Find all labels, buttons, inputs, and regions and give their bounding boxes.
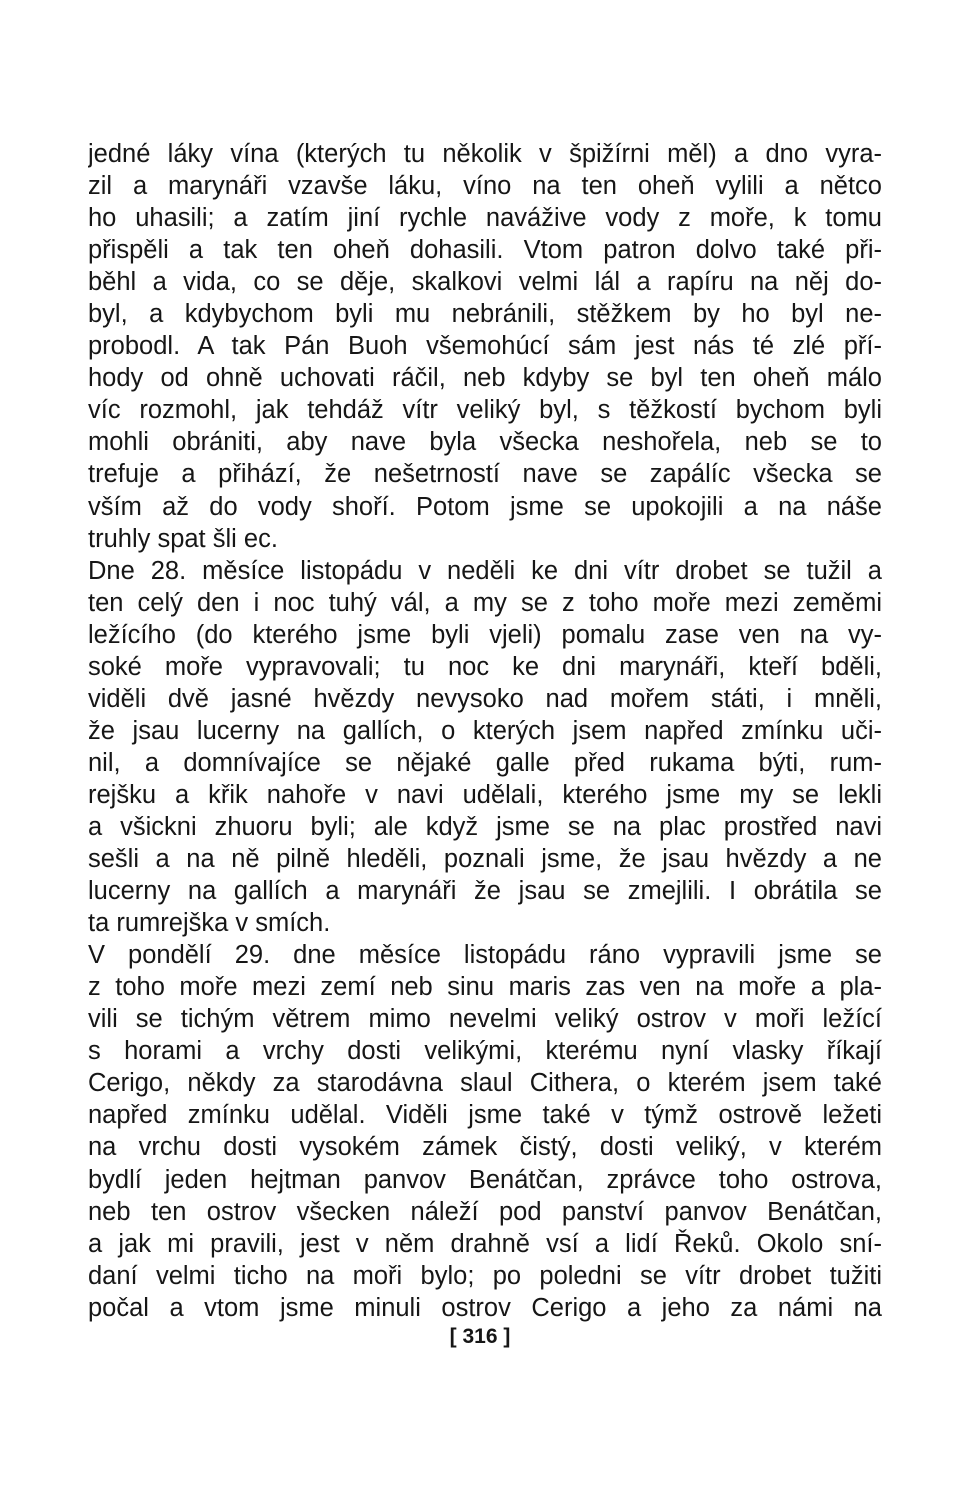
text-line: Dne 28. měsíce listopádu v neděli ke dni vítr drobet se tužil a [88, 556, 882, 585]
text-line: truhly spat šli ec. [88, 524, 278, 553]
text-line: V pondělí 29. dne měsíce listopádu ráno vypravili jsme se [88, 941, 882, 970]
body-text [88, 138, 882, 1324]
text-line: soké moře vypravovali; tu noc ke dni marynáři, kteří bděli, [88, 652, 882, 681]
text-line: trefuje a přihází, že nešetrností nave se zapálíc všecka se [88, 460, 882, 489]
text-line: a jak mi pravili, jest v něm drahně vsí a lidí Řeků. Okolo sní- [88, 1229, 882, 1258]
text-line: neb ten ostrov všecken náleží pod panství panvov Benátčan, [88, 1197, 882, 1226]
text-line: viděli dvě jasné hvězdy nevysoko nad mořem státi, i mněli, [88, 684, 882, 713]
text-line: zil a marynáři vzavše láku, víno na ten oheň vylili a nětco [88, 172, 882, 201]
text-line: počal a vtom jsme minuli ostrov Cerigo a jeho za námi na [88, 1293, 882, 1322]
text-line: s horami a vrchy dosti velikými, kterému nyní vlasky říkají [88, 1037, 882, 1066]
text-line: a všickni zhuoru byli; ale když jsme se na plac prostřed navi [88, 812, 882, 841]
text-line: byl, a kdybychom byli mu nebránili, stěžkem by ho byl ne- [88, 300, 882, 329]
text-line: z toho moře mezi zemí neb sinu maris zas ven na moře a pla- [88, 973, 882, 1002]
text-line: bydlí jeden hejtman panvov Benátčan, zprávce toho ostrova, [88, 1165, 882, 1194]
text-line: ležícího (do kterého jsme byli vjeli) pomalu zase ven na vy- [88, 620, 882, 649]
text-line: víc rozmohl, jak tehdáž vítr veliký byl, s těžkostí bychom byli [88, 396, 882, 425]
text-line: Cerigo, někdy za starodávna slaul Cithera, o kterém jsem také [88, 1069, 882, 1098]
text-line: hody od ohně uchovati ráčil, neb kdyby se byl ten oheň málo [88, 364, 882, 393]
text-line: nil, a domnívajíce se nějaké galle před rukama býti, rum- [88, 748, 882, 777]
text-line: vili se tichým větrem mimo nevelmi veliký ostrov v moři ležící [88, 1005, 882, 1034]
text-line: ta rumrejška v smích. [88, 909, 331, 938]
text-line: mohli obrániti, aby nave byla všecka neshořela, neb se to [88, 428, 882, 457]
text-line: že jsau lucerny na gallích, o kterých jsem napřed zmínku uči- [88, 716, 882, 745]
text-line: ho uhasili; a zatím jiní rychle navážive vody z moře, k tomu [88, 204, 882, 233]
text-line: běhl a vida, co se děje, skalkovi velmi lál a rapíru na něj do- [88, 268, 882, 297]
text-line: ten celý den i noc tuhý vál, a my se z toho moře mezi zeměmi [88, 588, 882, 617]
text-line: přispěli a tak ten oheň dohasili. Vtom patron dolvo také při- [88, 236, 882, 265]
text-line: na vrchu dosti vysokém zámek čistý, dosti veliký, v kterém [88, 1133, 882, 1162]
page-number: [ 316 ] [449, 1325, 511, 1348]
text-line: jedné láky vína (kterých tu několik v špižírni měl) a dno vyra- [88, 140, 882, 168]
text-line: probodl. A tak Pán Buoh všemohúcí sám jest nás té zlé pří- [88, 332, 882, 361]
text-line: napřed zmínku udělal. Viděli jsme také v týmž ostrově ležeti [88, 1101, 882, 1130]
text-line: lucerny na gallích a marynáři že jsau se zmejlili. I obrátila se [88, 877, 882, 906]
text-line: vším až do vody shoří. Potom jsme se upokojili a na náše [88, 492, 882, 521]
text-line: rejšku a křik nahoře v navi udělali, kterého jsme my se lekli [88, 780, 882, 809]
text-line: daní velmi ticho na moři bylo; po poledni se vítr drobet tužiti [88, 1261, 882, 1290]
text-line: sešli a na ně pilně hleděli, poznali jsme, že jsau hvězdy a ne [88, 845, 882, 874]
